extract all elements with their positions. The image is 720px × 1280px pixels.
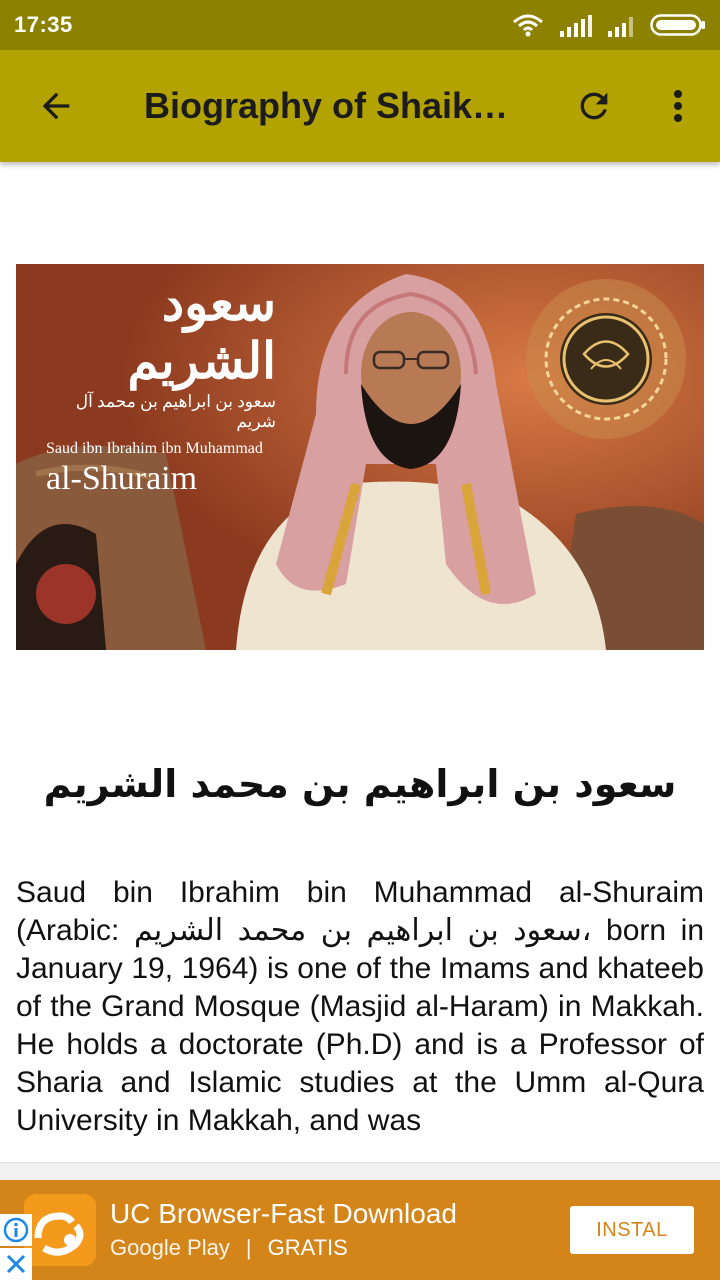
- signal-icon-2: [606, 13, 636, 37]
- app-bar: [0, 50, 720, 162]
- status-time: 17:35: [14, 12, 73, 37]
- refresh-button[interactable]: [552, 50, 636, 162]
- hero-image: [16, 264, 704, 650]
- ad-close-icon[interactable]: [0, 1248, 32, 1280]
- arabic-heading: سعود بن ابراهيم بن محمد الشريم: [43, 762, 677, 806]
- content-area[interactable]: [0, 162, 720, 1162]
- refresh-icon: [574, 86, 614, 126]
- wifi-icon: [512, 13, 544, 37]
- ad-title[interactable]: UC Browser-Fast Download: [110, 1198, 457, 1229]
- ad-subtitle: [110, 1235, 348, 1261]
- uc-browser-logo: [24, 1194, 96, 1266]
- back-arrow-icon: [36, 86, 76, 126]
- hero-latin-full: Saud ibn Ibrahim ibn Muhammad: [46, 440, 263, 457]
- status-bar: [0, 0, 720, 50]
- page-title: Biography of Shaik…: [144, 85, 509, 126]
- ad-banner[interactable]: [0, 1180, 720, 1280]
- battery-icon: [650, 13, 706, 37]
- install-button[interactable]: INSTAL: [570, 1206, 694, 1254]
- hero-arabic-name: سعود الشريم: [127, 275, 276, 389]
- status-icons: [512, 13, 706, 37]
- ad-store: Google Play: [110, 1235, 230, 1260]
- biography-text: Saud bin Ibrahim bin Muhammad al-Shuraim (Arabic: سعود بن ابراهيم بن محمد الشريم، born in January 19, 1964) is one of the Imams and khateeb of the Grand Mosque (Masjid al-Haram) in Makkah. He holds a doctorate (Ph.D) and is a Professor of Sharia and Islamic studies at the Umm al-Qura University in Makkah, and was: [16, 876, 705, 1137]
- hero-latin-short: al-Shuraim: [46, 460, 198, 497]
- signal-icon: [558, 13, 592, 37]
- back-button[interactable]: [0, 50, 112, 162]
- ad-divider: [0, 1162, 720, 1180]
- ad-separator: |: [245, 1235, 252, 1260]
- hero-arabic-full: سعود بن ابراهيم بن محمد آل شريم: [75, 392, 276, 431]
- ad-price: GRATIS: [267, 1235, 348, 1260]
- adchoices-icon[interactable]: [0, 1214, 32, 1246]
- more-options-button[interactable]: [636, 50, 720, 162]
- hero-caption: [46, 274, 276, 498]
- more-vert-icon: [672, 86, 684, 126]
